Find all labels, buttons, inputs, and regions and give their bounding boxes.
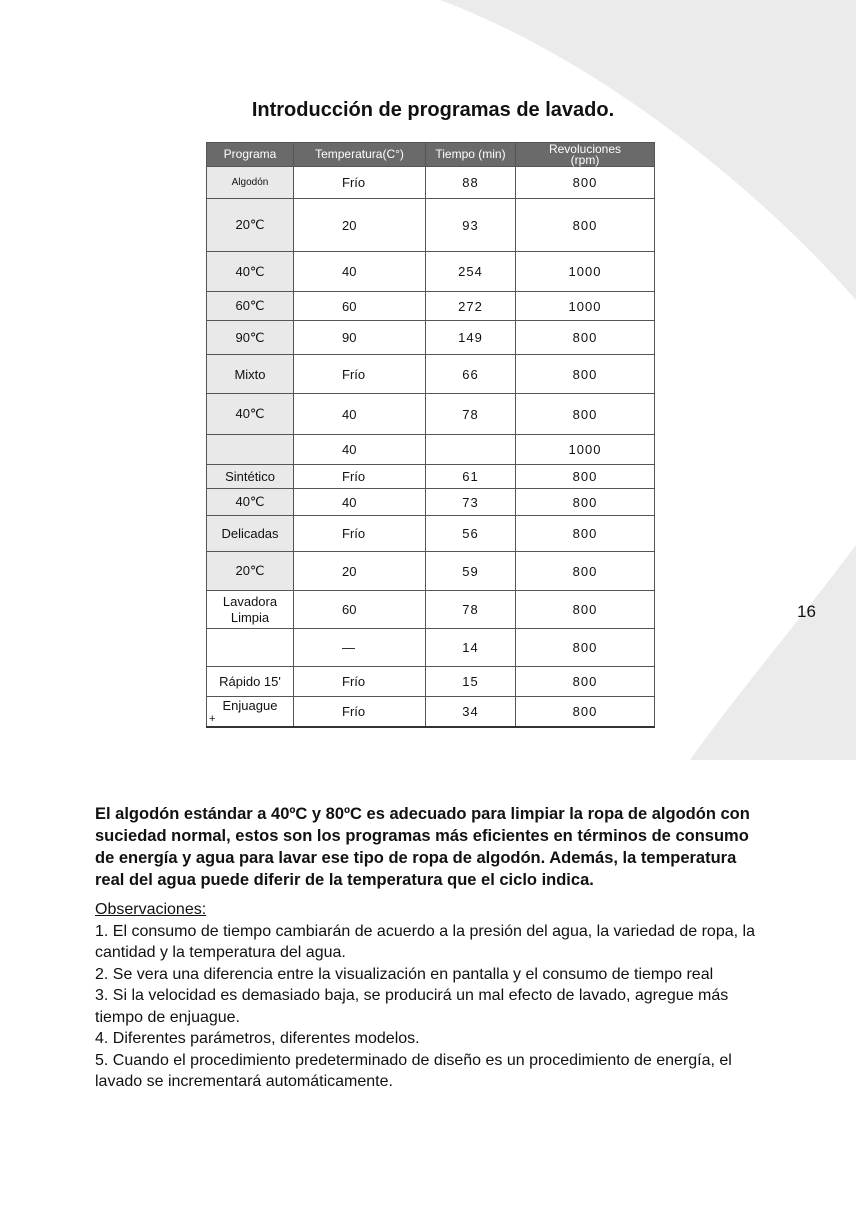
cell-program: [207, 591, 294, 629]
observation-item: 2. Se vera una diferencia entre la visualización en pantalla y el consumo de tiempo real: [95, 965, 714, 983]
cell-rpm: 800: [516, 167, 655, 199]
observation-item: 4. Diferentes parámetros, diferentes modelos.: [95, 1030, 420, 1047]
cell-rpm: 800: [516, 552, 655, 591]
observations-section: [95, 899, 765, 1093]
cell-time: [426, 435, 516, 465]
cell-program: [207, 435, 294, 465]
table-row: [207, 697, 655, 727]
plus-mark: +: [209, 713, 216, 726]
cell-temperature: 60: [294, 292, 426, 321]
table-row: [207, 435, 655, 465]
cell-time: 14: [426, 629, 516, 667]
cell-time: 78: [426, 591, 516, 629]
table-row: [207, 394, 655, 435]
cell-program: Mixto: [207, 355, 294, 394]
cell-time: 66: [426, 355, 516, 394]
cell-rpm: 800: [516, 355, 655, 394]
header-revolutions: [516, 143, 655, 167]
cell-time: 34: [426, 697, 516, 727]
cell-temperature: 20: [294, 552, 426, 591]
table-row: [207, 355, 655, 394]
table-row: [207, 489, 655, 516]
cell-program: [207, 629, 294, 667]
cell-temperature: Frío: [294, 516, 426, 552]
table-row: [207, 552, 655, 591]
cell-program: Rápido 15': [207, 667, 294, 697]
cell-time: 254: [426, 252, 516, 292]
table-row: [207, 292, 655, 321]
cell-program: 20℃: [207, 199, 294, 252]
table-row: [207, 667, 655, 697]
table-header-row: [207, 143, 655, 167]
table-row: [207, 252, 655, 292]
cell-temperature: 40: [294, 394, 426, 435]
cotton-standard-paragraph: El algodón estándar a 40ºC y 80ºC es adecuado para limpiar la ropa de algodón con suciedad normal, estos son los programas más eficientes en términos de consumo de energía y agua para lavar ese tipo de ropa de algodón. Además, la temperatura real del agua puede diferir de la temperatura que el ciclo indica.: [95, 805, 750, 889]
header-temperature: Temperatura(C°): [294, 143, 426, 167]
cell-time: 15: [426, 667, 516, 697]
cell-program-line2: Limpia: [230, 609, 270, 625]
header-revolutions-line1: Revoluciones: [548, 141, 622, 156]
cell-rpm: 1000: [516, 435, 655, 465]
header-time: Tiempo (min): [426, 143, 516, 167]
page-title: Introducción de programas de lavado.: [251, 99, 615, 121]
cell-temperature: Frío: [294, 667, 426, 697]
table-row: [207, 167, 655, 199]
cell-time: 149: [426, 321, 516, 355]
cell-temperature: Frío: [294, 355, 426, 394]
cell-rpm: 800: [516, 667, 655, 697]
cell-rpm: 800: [516, 591, 655, 629]
cell-time: 56: [426, 516, 516, 552]
table-row: [207, 321, 655, 355]
cell-time: 93: [426, 199, 516, 252]
cell-temperature: 90: [294, 321, 426, 355]
cell-temperature: Frío: [294, 167, 426, 199]
cell-program: 40℃: [207, 394, 294, 435]
page-number: 16: [797, 602, 816, 621]
cell-program: 20℃: [207, 552, 294, 591]
cell-program: 60℃: [207, 292, 294, 321]
cell-rpm: 800: [516, 516, 655, 552]
cell-rpm: 800: [516, 629, 655, 667]
cell-time: 272: [426, 292, 516, 321]
cell-temperature: —: [294, 629, 426, 667]
cell-rpm: 800: [516, 465, 655, 489]
table-row: [207, 629, 655, 667]
cell-temperature: Frío: [294, 465, 426, 489]
cell-program: Delicadas: [207, 516, 294, 552]
cell-program-line1: Lavadora: [222, 593, 278, 609]
cell-program: Sintético: [207, 465, 294, 489]
cell-rpm: 800: [516, 489, 655, 516]
cell-temperature: 40: [294, 252, 426, 292]
cell-rpm: 800: [516, 697, 655, 727]
cell-temperature: 60: [294, 591, 426, 629]
table-row: [207, 199, 655, 252]
cell-rpm: 1000: [516, 292, 655, 321]
cell-time: 73: [426, 489, 516, 516]
cell-temperature: Frío: [294, 697, 426, 727]
wash-programs-table: [206, 142, 655, 728]
cell-rpm: 1000: [516, 252, 655, 292]
cell-program: [207, 697, 294, 727]
cell-temperature: 20: [294, 199, 426, 252]
cell-rpm: 800: [516, 199, 655, 252]
cell-time: 78: [426, 394, 516, 435]
cell-temperature: 40: [294, 489, 426, 516]
cell-program-label: Enjuague: [222, 698, 278, 714]
observations-heading: Observaciones:: [95, 901, 207, 918]
header-revolutions-line2: (rpm): [570, 152, 600, 167]
cell-rpm: 800: [516, 394, 655, 435]
cell-program: 40℃: [207, 489, 294, 516]
header-program: Programa: [207, 143, 294, 167]
table-row: [207, 516, 655, 552]
cell-time: 61: [426, 465, 516, 489]
cell-time: 88: [426, 167, 516, 199]
cell-time: 59: [426, 552, 516, 591]
cell-program: Algodón: [207, 167, 294, 199]
table-row: [207, 465, 655, 489]
cell-program: 90℃: [207, 321, 294, 355]
cell-rpm: 800: [516, 321, 655, 355]
observation-item: 5. Cuando el procedimiento predeterminado de diseño es un procedimiento de energía, el lavado se incrementará automáticamente.: [95, 1051, 732, 1090]
observation-item: 1. El consumo de tiempo cambiarán de acuerdo a la presión del agua, la variedad de ropa, la cantidad y la temperatura del agua.: [95, 922, 755, 961]
cell-program: 40℃: [207, 252, 294, 292]
table-row: [207, 591, 655, 629]
observation-item: 3. Si la velocidad es demasiado baja, se producirá un mal efecto de lavado, agregue más tiempo de enjuague.: [95, 987, 729, 1026]
cell-temperature: 40: [294, 435, 426, 465]
